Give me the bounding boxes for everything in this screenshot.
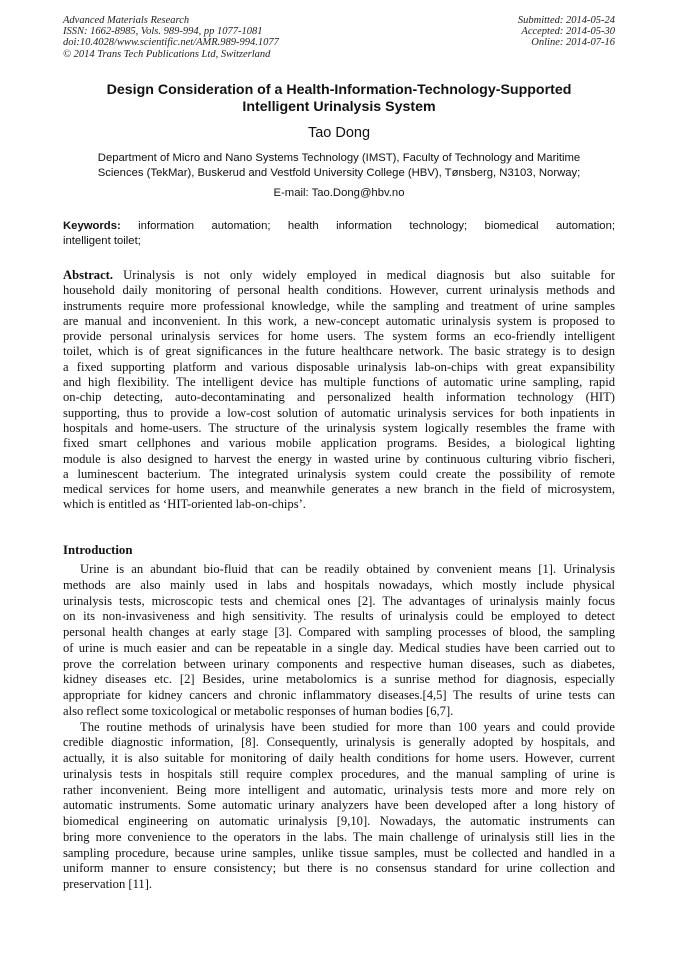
journal-name: Advanced Materials Research: [63, 15, 190, 26]
online-date: Online: 2014-07-16: [531, 37, 615, 49]
paragraph-line: sampling procedure, because urine samples, unlike tissue samples, must be collected and handled in a: [63, 845, 615, 860]
dates-header: [518, 15, 615, 49]
abstract-line: and high flexibility. The intelligent device has multiple functions of automatic urine sampling, rapid: [63, 375, 615, 390]
abstract-label: Abstract.: [63, 268, 114, 282]
affiliation-line: Department of Micro and Nano Systems Technology (IMST), Faculty of Technology and Maritime: [97, 152, 581, 164]
keywords-text: information automation; health information technology; biomedical automation;: [138, 220, 615, 232]
affiliation: [63, 151, 615, 181]
accepted-date: Accepted: 2014-05-30: [521, 26, 615, 38]
author-email: E-mail: Tao.Dong@hbv.no: [273, 187, 405, 199]
author-name: Tao Dong: [307, 125, 371, 141]
paragraph-line: credible diagnostic information, [8]. Consequently, urinalysis is generally adopted by hospitals, and: [63, 735, 615, 750]
section-heading-introduction: Introduction: [63, 543, 133, 557]
abstract-line: medical services for home users, and meanwhile generates a new branch in the field of microsystem,: [63, 482, 615, 497]
paragraph-line: also reflect some toxicological or metabolic responses of human bodies [6,7].: [63, 703, 454, 718]
abstract-line: provide personal urinalysis services for home users. The system forms an eco-friendly intelligent: [63, 329, 615, 344]
paragraph-line: Urine is an abundant bio-fluid that can be readily obtained by convenient means [1]. Urinalysis: [80, 562, 615, 576]
issn-line: ISSN: 1662-8985, Vols. 989-994, pp 1077-1081: [63, 26, 263, 38]
paragraph-line: kidney diseases etc. [2] Besides, urine metabolomics is a sunrise method for diagnosis, especially: [63, 672, 615, 687]
abstract-line: are manual and inconvenient. In this work, a new-concept automatic urinalysis system is proposed to: [63, 313, 615, 328]
abstract-line: module is also designed to harvest the energy in wasted urine by continuous culturing vibrio fischeri,: [63, 451, 615, 466]
keywords-line: [63, 219, 615, 234]
paragraph-line: urinalysis tests, microscopic tests and chemical ones [2]. The advantages of urinalysis mainly focus: [63, 593, 615, 608]
paragraph-line: appropriate for kidney cancers and chronic inflammatory diseases.[4,5] The results of urine tests can: [63, 688, 615, 702]
doi-line: doi:10.4028/www.scientific.net/AMR.989-994.1077: [63, 37, 279, 49]
paper-title: [63, 82, 615, 116]
paragraph-line: methods are also mainly used in labs and hospitals nowadays, which mostly include physical: [63, 577, 615, 592]
submitted-date: Submitted: 2014-05-24: [517, 15, 615, 26]
abstract-line: a luminescent bacterium. The integrated urinalysis system could create the possibility of remote: [63, 466, 615, 481]
paragraph-line: rather inconvenient. Being more intelligent and automatic, urinalysis tests more and more rely on: [63, 782, 615, 797]
copyright-line: © 2014 Trans Tech Publications Ltd, Switzerland: [63, 48, 271, 60]
abstract-line: which is entitled as ‘HIT-oriented lab-on-chips’.: [63, 497, 306, 512]
paragraph-line: The routine methods of urinalysis have been studied for more than 100 years and could provide: [80, 719, 615, 734]
abstract-block: [63, 268, 615, 513]
keywords-label: Keywords:: [63, 220, 121, 232]
paragraph-line: uniform manner to ensure consistency; but there is no consensus standard for urine collection and: [63, 861, 615, 876]
paragraph-line: on its non-invasiveness and high sensitivity. The results of urinalysis could be employed to detect: [63, 609, 615, 624]
journal-info-header: [63, 15, 279, 60]
abstract-line: household daily monitoring of personal health conditions. However, current urinalysis methods and: [63, 283, 615, 298]
abstract-line: hospitals and home-users. The structure of the urinalysis system logically resembles the frame with: [63, 420, 615, 435]
paragraph-line: of urine is much easier and can be repeatable in a single day. Medical studies have been carried out to: [63, 640, 615, 655]
paragraph-line: bring more convenience to the operators in the labs. The main challenge of urinalysis still lies in the: [63, 829, 615, 844]
introduction-body: [63, 562, 615, 893]
abstract-line: instruments require more professional knowledge, while the sampling and treatment of urine samples: [63, 298, 615, 313]
affiliation-line: Sciences (TekMar), Buskerud and Vestfold University College (HBV), Tønsberg, N3103, Norway;: [97, 167, 581, 179]
paragraph-line: biomedical engineering on automatic urinalysis [9,10]. Nowadays, the automatic instruments can: [63, 814, 615, 828]
abstract-line: supporting, thus to provide a low-cost solution of automatic urinalysis services for both inpatients in: [63, 405, 615, 420]
paragraph-line: urinalysis tests in hospitals still require complex procedures, and the manual sampling of urine is: [63, 766, 615, 781]
paragraph-line: personal health changes at early stage [3]. Compared with sampling processes of blood, the sampling: [63, 625, 615, 639]
title-line: Design Consideration of a Health-Information-Technology-Supported: [106, 82, 572, 98]
paragraph-line: prove the correlation between urinary components and respective human diseases, such as diabetes,: [63, 656, 615, 671]
paragraph-line: preservation [11].: [63, 877, 153, 891]
paragraph-line: automatic instruments. Some automatic urinary analyzers have been developed after a long history of: [63, 798, 615, 813]
abstract-line: [63, 268, 615, 283]
keywords-block: [63, 219, 615, 248]
paragraph-line: actually, it is also suitable for monitoring of daily health conditions for home users. However, current: [63, 751, 615, 765]
abstract-line: toilet, which is of great significances in the future healthcare network. The basic strategy is to design: [63, 344, 615, 359]
abstract-line: on-chip detecting, auto-decontaminating and personalized health information technology (HIT): [63, 390, 615, 405]
abstract-text: Urinalysis is not only widely employed in medical diagnosis but also suitable for: [123, 268, 615, 282]
keywords-line: intelligent toilet;: [63, 234, 141, 247]
abstract-line: a fixed supporting platform and various disposable urinalysis lab-on-chips with great expansibility: [63, 359, 615, 374]
abstract-line: fixed smart cellphones and various mobile application programs. Besides, a biological lighting: [63, 436, 615, 451]
title-line: Intelligent Urinalysis System: [242, 99, 436, 115]
